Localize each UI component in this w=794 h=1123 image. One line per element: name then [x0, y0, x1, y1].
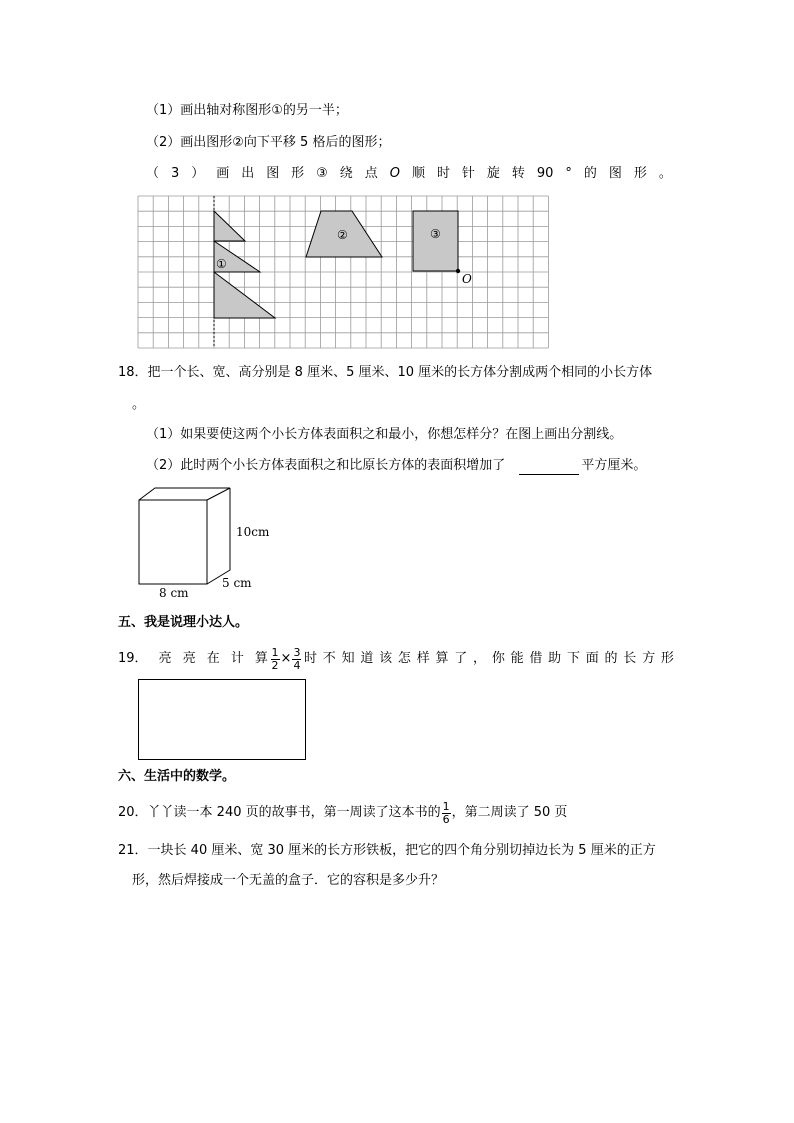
q17-sub3	[146, 165, 672, 183]
point-o-label: O	[462, 272, 472, 286]
q19-post-char: 了	[454, 651, 468, 666]
q19-rectangle	[138, 679, 306, 760]
q19-post-char: 该	[379, 651, 393, 666]
q19-post-char: 形	[660, 651, 674, 666]
shape-3-label: ③	[430, 227, 441, 241]
q18-stem-end: 。	[132, 397, 146, 412]
q19-pre-char: 在	[206, 651, 220, 666]
q19-post-char: 知	[341, 651, 355, 666]
q19-post-char: 你	[491, 651, 505, 666]
fraction-1-6: $\frac{1}{6}$	[442, 799, 450, 826]
answer-blank[interactable]	[519, 460, 579, 475]
cuboid-front-face	[139, 500, 207, 584]
q19-post-char: 时	[304, 651, 318, 666]
q19-post-char: ，	[473, 651, 487, 666]
section-5-heading: 五、我是说理小达人。	[118, 615, 249, 630]
q17-sub3-char: 图	[266, 166, 280, 181]
q20-stem	[118, 798, 567, 828]
q17-sub1: （1）画出轴对称图形①的另一半；	[146, 103, 348, 118]
q18-sub2	[146, 457, 646, 475]
grid-figure	[136, 194, 556, 354]
q19-stem	[118, 644, 674, 674]
q19-post-char: 不	[322, 651, 336, 666]
q17-sub3-char: 3	[170, 166, 180, 181]
depth-label: 5 cm	[222, 576, 252, 590]
q17-sub3-char: 转	[511, 166, 525, 181]
q17-sub3-char: 90	[536, 166, 554, 181]
q17-sub3-char: 旋	[486, 166, 500, 181]
q17-sub3-char: 点	[364, 166, 378, 181]
q19-expression	[270, 644, 303, 674]
q17-sub3-char: 画	[216, 166, 230, 181]
q17-sub3-char: 时	[436, 166, 450, 181]
fraction-1-2: $\frac{1}{2}$	[271, 645, 279, 672]
q20-pre: 20．丫丫读一本 240 页的故事书，第一周读了这本书的	[118, 805, 441, 820]
shape-3	[413, 211, 458, 271]
q17-sub3-char: 。	[658, 166, 672, 181]
q19-post-char: 方	[642, 651, 656, 666]
q17-sub3-char: O	[389, 166, 400, 181]
shape-1-label: ①	[216, 257, 227, 271]
q18-stem: 18．把一个长、宽、高分别是 8 厘米、5 厘米、10 厘米的长方体分割成两个相同的小长方体	[118, 365, 653, 380]
q19-post-char: 怎	[397, 651, 411, 666]
q17-sub3-char: ）	[191, 166, 205, 181]
q17-sub3-char: °	[565, 166, 572, 181]
height-label: 10cm	[236, 525, 270, 539]
q19-pre-char: 亮	[158, 651, 172, 666]
point-o	[456, 269, 460, 273]
q17-sub3-char: 针	[461, 166, 475, 181]
shape-2-label: ②	[337, 228, 348, 242]
q17-sub3-char: 出	[241, 166, 255, 181]
section-6-heading: 六、生活中的数学。	[118, 769, 236, 784]
q17-sub3-char: ③	[316, 166, 328, 181]
q21-line2: 形，然后焊接成一个无盖的盒子．它的容积是多少升？	[132, 873, 445, 888]
q19-post-char: 下	[566, 651, 580, 666]
q19-post-char: 助	[548, 651, 562, 666]
q17-sub3-char: 形	[633, 166, 647, 181]
times-sign: ×	[280, 651, 292, 666]
fraction-3-4: $\frac{3}{4}$	[293, 645, 301, 672]
q19-post-char: 算	[435, 651, 449, 666]
q17-sub3-char: （	[146, 166, 160, 181]
q19-pre-char: 亮	[182, 651, 196, 666]
q19-pre-char: 计	[230, 651, 244, 666]
q17-sub3-char: 绕	[339, 166, 353, 181]
q17-sub3-char: 形	[291, 166, 305, 181]
q19-post	[304, 644, 674, 674]
q19-post-char: 道	[360, 651, 374, 666]
q19-post-char: 的	[604, 651, 618, 666]
q18-sub2-unit: 平方厘米。	[581, 458, 647, 473]
q19-pre-char: 算	[254, 651, 268, 666]
q19-post-char: 面	[585, 651, 599, 666]
q17-sub3-char: 顺	[411, 166, 425, 181]
q19-post-char: 长	[623, 651, 637, 666]
q17-sub3-char: 图	[608, 166, 622, 181]
q19-post-char: 能	[510, 651, 524, 666]
q18-sub2-text: （2）此时两个小长方体表面积之和比原长方体的表面积增加了	[146, 458, 506, 473]
q19-pre	[118, 644, 268, 674]
q18-sub1: （1）如果要使这两个小长方体表面积之和最小，你想怎样分？在图上画出分割线。	[146, 427, 623, 442]
cuboid-figure	[132, 484, 292, 604]
q19-post-char: 样	[416, 651, 430, 666]
q17-sub2: （2）画出图形②向下平移 5 格后的图形；	[146, 135, 391, 150]
q21-line1: 21．一块长 40 厘米、宽 30 厘米的长方形铁板，把它的四个角分别切掉边长为 5 厘米的正方	[118, 843, 656, 858]
q19-post-char: 借	[529, 651, 543, 666]
width-label: 8 cm	[159, 586, 189, 600]
cuboid-top-face	[139, 488, 230, 500]
q19-pre-char: 19．	[118, 651, 148, 666]
q17-sub3-char: 的	[583, 166, 597, 181]
q20-post: ，第二周读了 50 页	[451, 805, 568, 820]
cuboid-side-face	[207, 488, 230, 584]
